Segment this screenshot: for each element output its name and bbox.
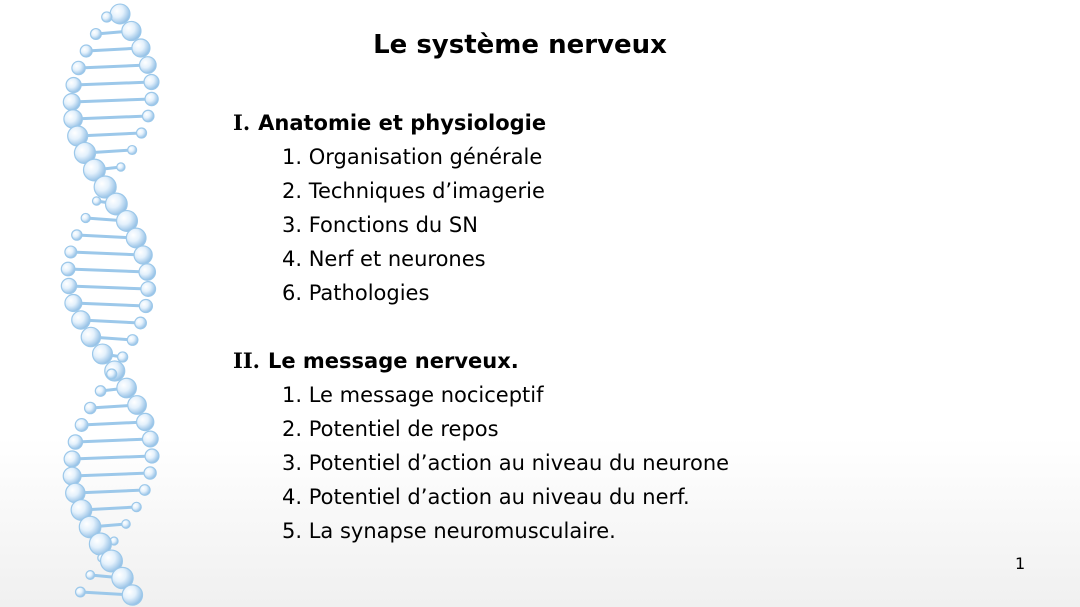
dna-link (71, 252, 143, 255)
dna-link (73, 116, 148, 119)
list-item: 5. La synapse neuromusculaire. (282, 519, 616, 543)
dna-bead (72, 311, 90, 329)
dna-bead (93, 344, 113, 364)
dna-helix-decoration (0, 0, 175, 607)
dna-bead (139, 485, 150, 496)
dna-bead (117, 163, 125, 171)
dna-link (79, 65, 148, 68)
dna-bead (132, 502, 141, 511)
dna-bead (144, 75, 159, 90)
dna-bead (122, 520, 130, 528)
list-item: 1. Le message nociceptif (282, 383, 544, 407)
dna-bead (72, 230, 82, 240)
section-number: II. (233, 348, 260, 373)
dna-bead (110, 4, 130, 24)
dna-bead (72, 61, 85, 74)
dna-bead (102, 12, 112, 22)
dna-bead (64, 110, 82, 128)
dna-bead (126, 228, 146, 248)
dna-bead (61, 262, 75, 276)
section-title: Anatomie et physiologie (258, 111, 547, 135)
list-item: 2. Potentiel de repos (282, 417, 499, 441)
dna-link (69, 286, 148, 289)
dna-bead (142, 110, 154, 122)
list-item: 6. Pathologies (282, 281, 430, 305)
dna-bead (139, 264, 155, 280)
dna-bead (64, 451, 80, 467)
dna-link (72, 456, 152, 459)
dna-bead (68, 435, 82, 449)
dna-bead (81, 327, 100, 346)
dna-bead (118, 352, 128, 362)
dna-bead (81, 213, 90, 222)
dna-bead (63, 467, 81, 485)
dna-bead (141, 282, 156, 297)
section-number: I. (233, 110, 251, 135)
dna-bead (134, 246, 152, 264)
dna-bead (137, 413, 154, 430)
list-item: 1. Organisation générale (282, 145, 543, 169)
dna-link (75, 490, 144, 493)
dna-bead (95, 386, 105, 396)
dna-bead (145, 92, 158, 105)
dna-bead (92, 197, 100, 205)
dna-bead (142, 431, 158, 447)
dna-bead (65, 246, 77, 258)
section-heading-1 (233, 110, 546, 135)
list-item: 4. Potentiel d’action au niveau du nerf. (282, 485, 690, 509)
list-item: 2. Techniques d’imagerie (282, 179, 545, 203)
dna-bead (85, 402, 96, 413)
dna-bead (122, 585, 142, 605)
dna-bead (136, 128, 146, 138)
dna-bead (127, 335, 138, 346)
dna-bead (66, 77, 81, 92)
page-number: 1 (1015, 554, 1026, 573)
dna-bead (76, 587, 86, 597)
dna-bead (145, 449, 159, 463)
dna-bead (144, 467, 156, 479)
dna-bead (128, 146, 137, 155)
dna-link (68, 269, 147, 272)
dna-link (74, 82, 152, 85)
dna-link (72, 473, 150, 476)
section-title: Le message nerveux. (267, 349, 519, 373)
dna-link (73, 303, 146, 306)
dna-bead (135, 317, 147, 329)
list-item: 3. Fonctions du SN (282, 213, 478, 237)
dna-bead (65, 295, 82, 312)
dna-link (72, 99, 152, 102)
list-item: 4. Nerf et neurones (282, 247, 486, 271)
dna-bead (139, 299, 152, 312)
dna-link (82, 422, 146, 425)
dna-bead (75, 419, 88, 432)
dna-bead (128, 396, 147, 415)
dna-bead (61, 278, 76, 293)
slide-title: Le système nerveux (373, 30, 667, 60)
dna-bead (107, 369, 117, 379)
dna-link (75, 439, 150, 442)
dna-bead (86, 571, 95, 580)
dna-bead (63, 94, 80, 111)
section-heading-2 (233, 348, 519, 373)
dna-bead (117, 378, 137, 398)
list-item: 3. Potentiel d’action au niveau du neurone (282, 451, 730, 475)
